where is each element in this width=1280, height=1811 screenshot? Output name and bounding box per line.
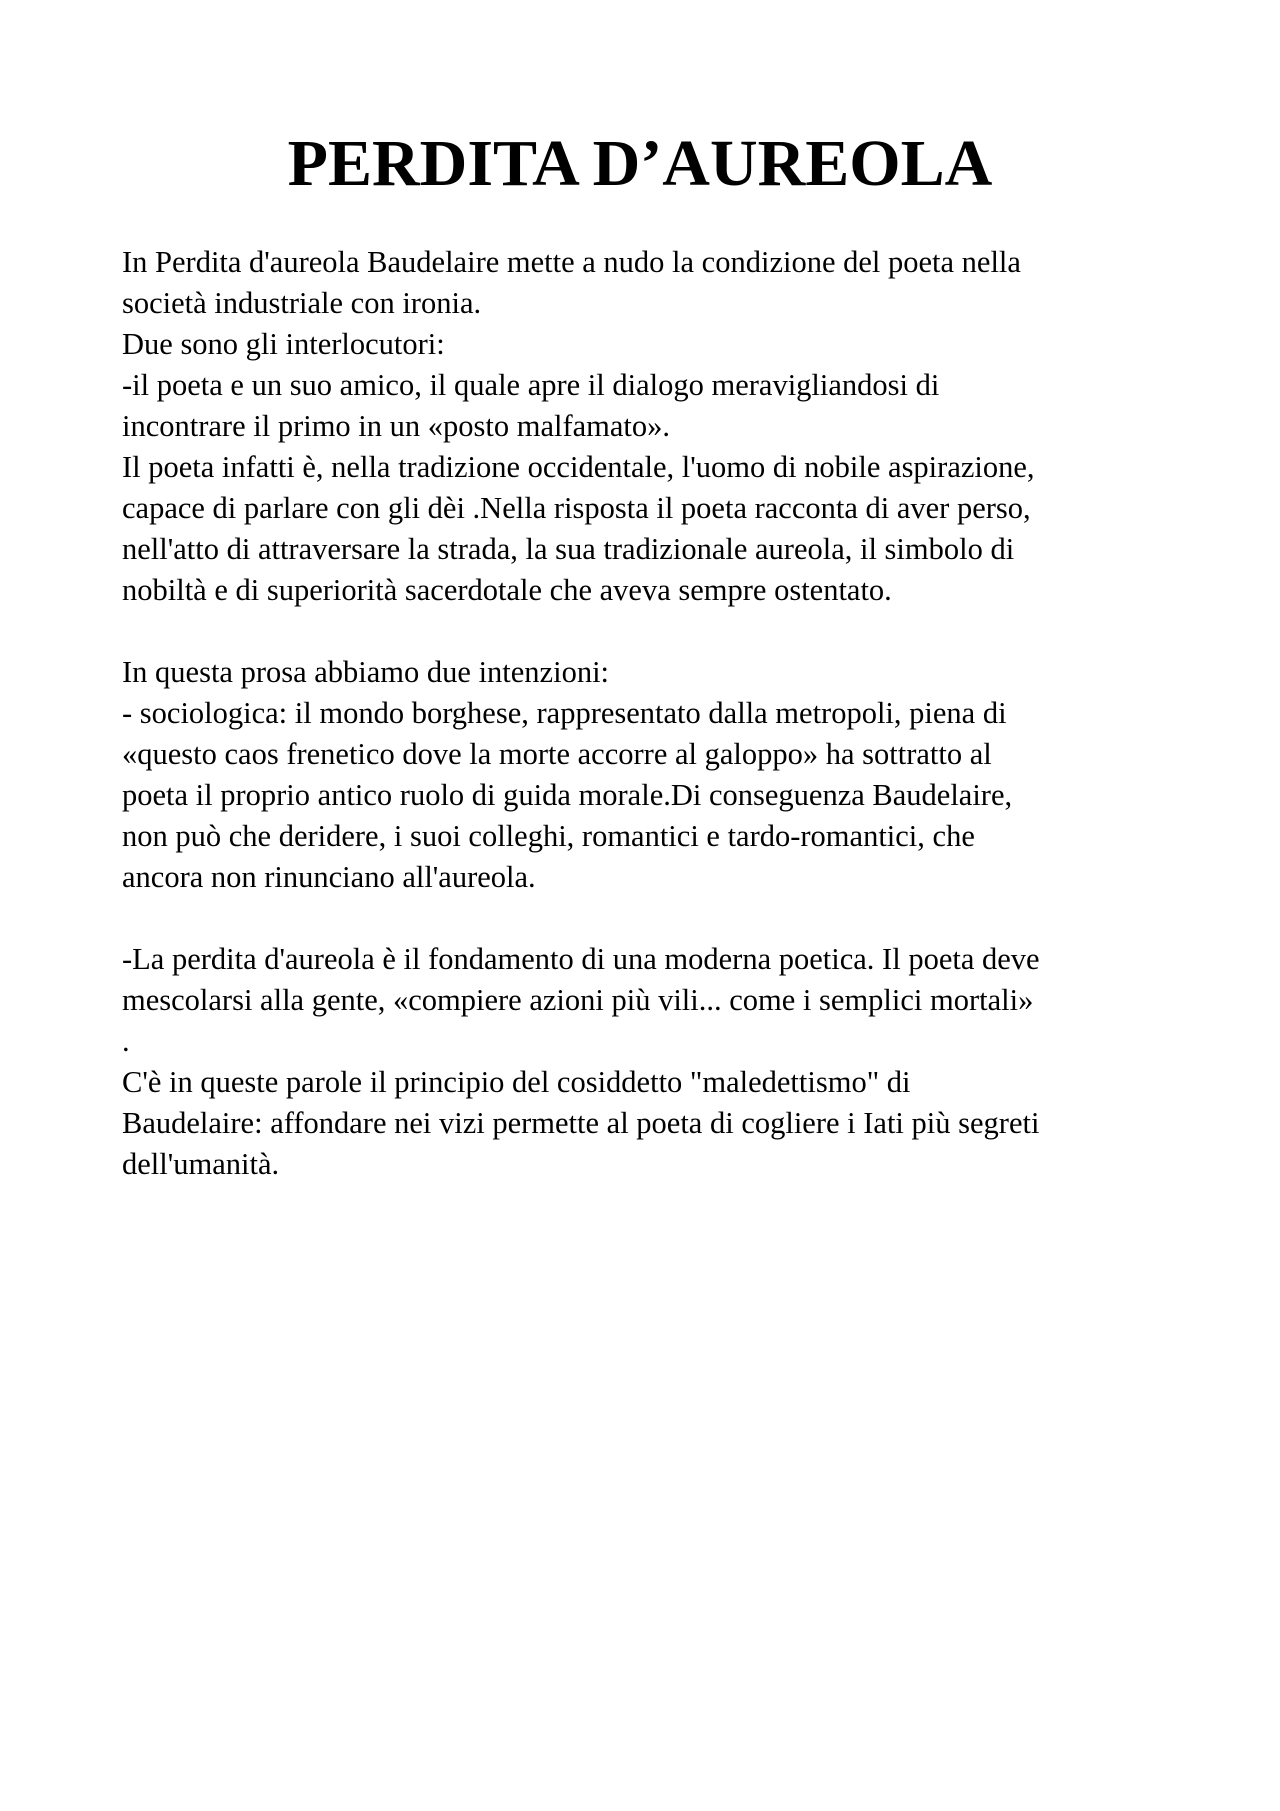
text-line-21: C'è in queste parole il principio del cosiddetto "maledettismo" di <box>122 1065 911 1099</box>
page-title: PERDITA D’AUREOLA <box>287 127 993 200</box>
text-line-2: società industriale con ironia. <box>122 286 482 320</box>
text-line-20: . <box>122 1024 130 1058</box>
paragraph-gap <box>122 611 1202 652</box>
text-line-23: dell'umanità. <box>122 1147 280 1181</box>
text-line-9: nobiltà e di superiorità sacerdotale che aveva sempre ostentato. <box>122 573 892 607</box>
text-line-16: ancora non rinunciano all'aureola. <box>122 860 536 894</box>
text-line-1: In Perdita d'aureola Baudelaire mette a nudo la condizione del poeta nella <box>122 245 1021 279</box>
text-line-6: Il poeta infatti è, nella tradizione occidentale, l'uomo di nobile aspirazione, <box>122 450 1035 484</box>
text-line-8: nell'atto di attraversare la strada, la sua tradizionale aureola, il simbolo di <box>122 532 1015 566</box>
text-line-13: «questo caos frenetico dove la morte accorre al galoppo» ha sottratto al <box>122 737 992 771</box>
text-line-5: incontrare il primo in un «posto malfamato». <box>122 409 671 443</box>
text-line-15: non può che deridere, i suoi colleghi, romantici e tardo-romantici, che <box>122 819 975 853</box>
text-line-22: Baudelaire: affondare nei vizi permette al poeta di cogliere i Iati più segreti <box>122 1106 1040 1140</box>
text-line-11: In questa prosa abbiamo due intenzioni: <box>122 655 610 689</box>
document-body <box>122 242 1202 1185</box>
text-line-12: - sociologica: il mondo borghese, rappresentato dalla metropoli, piena di <box>122 696 1007 730</box>
text-line-19: mescolarsi alla gente, «compiere azioni più vili... come i semplici mortali» <box>122 983 1034 1017</box>
text-line-7: capace di parlare con gli dèi .Nella risposta il poeta racconta di aver perso, <box>122 491 1031 525</box>
text-line-14: poeta il proprio antico ruolo di guida morale.Di conseguenza Baudelaire, <box>122 778 1013 812</box>
paragraph-gap <box>122 898 1202 939</box>
text-line-4: -il poeta e un suo amico, il quale apre il dialogo meravigliandosi di <box>122 368 940 402</box>
text-line-3: Due sono gli interlocutori: <box>122 327 445 361</box>
text-line-18: -La perdita d'aureola è il fondamento di una moderna poetica. Il poeta deve <box>122 942 1040 976</box>
